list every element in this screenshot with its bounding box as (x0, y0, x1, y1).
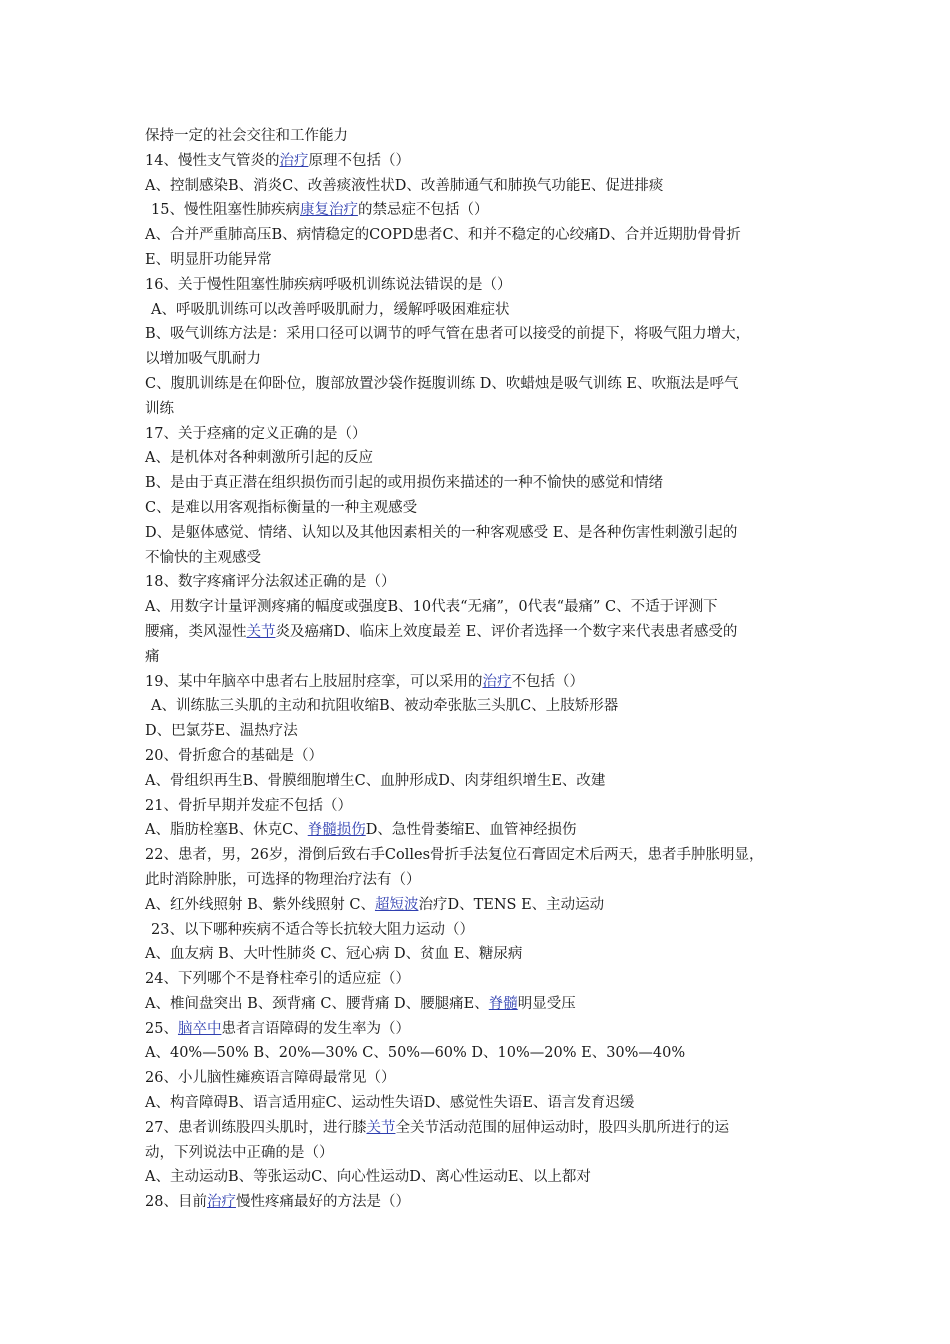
text-span: C、腹肌训练是在仰卧位，腹部放置沙袋作挺腹训练 D、吹蜡烛是吸气训练 E、吹瓶法是呼气 (145, 375, 739, 392)
text-line (145, 496, 825, 521)
text-line (145, 471, 825, 496)
text-span: A、呼吸肌训练可以改善呼吸肌耐力，缓解呼吸困难症状 (151, 301, 510, 318)
text-span: A、骨组织再生B、骨膜细胞增生C、血肿形成D、肉芽组织增生E、改建 (145, 772, 606, 789)
text-span: 不愉快的主观感受 (145, 549, 261, 566)
keyword-link[interactable]: 治疗 (279, 152, 309, 169)
text-span: 腰痛，类风湿性 (145, 623, 247, 640)
text-span: 全关节活动范围的屈伸运动时，股四头肌所进行的运 (395, 1119, 729, 1136)
text-line (145, 967, 825, 992)
text-span: 训练 (145, 400, 174, 417)
text-span: 保持一定的社会交往和工作能力 (145, 128, 348, 144)
text-line (145, 1041, 825, 1066)
keyword-link[interactable]: 脊髓损伤 (307, 822, 366, 839)
text-line (145, 322, 825, 347)
text-span: 15、慢性阻塞性肺疾病 (151, 202, 300, 219)
text-line (145, 670, 825, 695)
text-span: 的禁忌症不包括（） (357, 202, 489, 219)
text-span: A、血友病 B、大叶性肺炎 C、冠心病 D、贫血 E、糖尿病 (145, 946, 523, 963)
keyword-link[interactable]: 脑卒中 (177, 1020, 222, 1037)
text-line (145, 570, 825, 595)
text-line (145, 372, 825, 397)
text-span: 21、骨折早期并发症不包括（） (145, 797, 352, 814)
text-line (145, 347, 825, 372)
text-span: 14、慢性支气管炎的 (145, 152, 280, 169)
text-span: A、主动运动B、等张运动C、向心性运动D、离心性运动E、以上都对 (145, 1169, 591, 1186)
text-line (145, 397, 825, 422)
text-span: 22、患者，男，26岁，滑倒后致右手Colles骨折手法复位石膏固定术后两天，患者手肿胀明显， (145, 847, 764, 864)
text-span: D、巴氯芬E、温热疗法 (145, 723, 298, 740)
text-span: 痛 (145, 648, 160, 665)
document-body (145, 124, 825, 1215)
text-line (145, 198, 825, 223)
text-span: D、急性骨萎缩E、血管神经损伤 (365, 822, 577, 839)
text-line (145, 942, 825, 967)
text-line (145, 645, 825, 670)
text-span: 慢性疼痛最好的方法是（） (235, 1194, 410, 1211)
text-span: 27、患者训练股四头肌时，进行膝 (145, 1119, 367, 1136)
text-span: B、是由于真正潜在组织损伤而引起的或用损伤来描述的一种不愉快的感觉和情绪 (145, 475, 664, 492)
text-line (145, 992, 825, 1017)
text-line (145, 1091, 825, 1116)
text-span: 18、数字疼痛评分法叙述正确的是（） (145, 574, 396, 591)
text-span: A、脂肪栓塞B、休克C、 (145, 822, 308, 839)
text-span: 16、关于慢性阻塞性肺疾病呼吸机训练说法错误的是（） (145, 276, 512, 293)
text-line (145, 223, 825, 248)
text-line (145, 1066, 825, 1091)
text-span: 治疗D、TENS E、主动运动 (418, 896, 605, 913)
text-line (145, 1141, 825, 1166)
text-line (145, 595, 825, 620)
text-span: 原理不包括（） (308, 152, 410, 169)
text-span: A、训练肱三头肌的主动和抗阻收缩B、被动牵张肱三头肌C、上肢矫形器 (151, 698, 619, 715)
text-span: 此时消除肿胀，可选择的物理治疗法有（） (145, 871, 421, 888)
text-span: 明显受压 (517, 995, 576, 1012)
text-span: 23、以下哪种疾病不适合等长抗较大阻力运动（） (151, 921, 474, 938)
text-line (145, 843, 825, 868)
text-span: A、椎间盘突出 B、颈背痛 C、腰背痛 D、腰腿痛E、 (145, 995, 489, 1012)
text-span: A、控制感染B、消炎C、改善痰液性状D、改善肺通气和肺换气功能E、促进排痰 (145, 177, 664, 194)
text-line (145, 248, 825, 273)
text-span: A、是机体对各种刺激所引起的反应 (145, 450, 373, 467)
text-span: B、吸气训练方法是：采用口径可以调节的呼气管在患者可以接受的前提下，将吸气阻力增大， (145, 326, 751, 343)
text-span: D、是躯体感觉、情绪、认知以及其他因素相关的一种客观感受 E、是各种伤害性刺激引起的 (145, 524, 738, 541)
text-span: 25、 (145, 1020, 178, 1037)
text-span: A、红外线照射 B、紫外线照射 C、 (145, 896, 375, 913)
text-span: E、明显肝功能异常 (145, 251, 272, 268)
keyword-link[interactable]: 治疗 (482, 673, 512, 690)
text-line (145, 1165, 825, 1190)
text-line (145, 719, 825, 744)
keyword-link[interactable]: 康复治疗 (299, 202, 358, 219)
text-line (145, 868, 825, 893)
text-span: A、用数字计量评测疼痛的幅度或强度B、10代表“无痛”，0代表“最痛” C、不适于评测下 (145, 599, 718, 616)
text-span: 患者言语障碍的发生率为（） (221, 1020, 410, 1037)
keyword-link[interactable]: 超短波 (374, 896, 419, 913)
text-line (145, 918, 825, 943)
text-line (145, 769, 825, 794)
text-line (145, 546, 825, 571)
text-span: 20、骨折愈合的基础是（） (145, 747, 323, 764)
text-line (145, 1190, 825, 1215)
text-span: 以增加吸气肌耐力 (145, 351, 261, 368)
text-span: 24、下列哪个不是脊柱牵引的适应症（） (145, 971, 410, 988)
keyword-link[interactable]: 关节 (246, 623, 276, 640)
text-span: 不包括（） (511, 673, 584, 690)
text-line (145, 694, 825, 719)
text-line (145, 273, 825, 298)
text-line (145, 893, 825, 918)
text-span: 19、某中年脑卒中患者右上肢屈肘痉挛，可以采用的 (145, 673, 483, 690)
text-line (145, 149, 825, 174)
text-span: 17、关于痉痛的定义正确的是（） (145, 425, 367, 442)
text-line (145, 620, 825, 645)
text-span: 炎及癌痛D、临床上效度最差 E、评价者选择一个数字来代表患者感受的 (275, 623, 738, 640)
text-span: A、构音障碍B、语言适用症C、运动性失语D、感觉性失语E、语言发育迟缓 (145, 1095, 635, 1112)
text-line (145, 744, 825, 769)
keyword-link[interactable]: 脊髓 (488, 995, 518, 1012)
text-line (145, 1116, 825, 1141)
text-line (145, 446, 825, 471)
keyword-link[interactable]: 治疗 (206, 1194, 236, 1211)
text-line (145, 298, 825, 323)
text-line (145, 818, 825, 843)
text-line (145, 521, 825, 546)
text-line (145, 794, 825, 819)
text-span: C、是难以用客观指标衡量的一种主观感受 (145, 499, 418, 516)
text-span: 动，下列说法中正确的是（） (145, 1144, 334, 1161)
text-line (145, 422, 825, 447)
text-span: A、合并严重肺高压B、病情稳定的COPD患者C、和并不稳定的心绞痛D、合并近期肋骨骨折 (145, 227, 741, 244)
text-span: 28、目前 (145, 1194, 207, 1211)
text-line (145, 124, 825, 149)
keyword-link[interactable]: 关节 (366, 1119, 396, 1136)
text-line (145, 1017, 825, 1042)
text-span: 26、小儿脑性瘫痪语言障碍最常见（） (145, 1070, 396, 1087)
text-span: A、40%—50% B、20%—30% C、50%—60% D、10%—20% E、30%—40% (145, 1045, 686, 1062)
text-line (145, 174, 825, 199)
